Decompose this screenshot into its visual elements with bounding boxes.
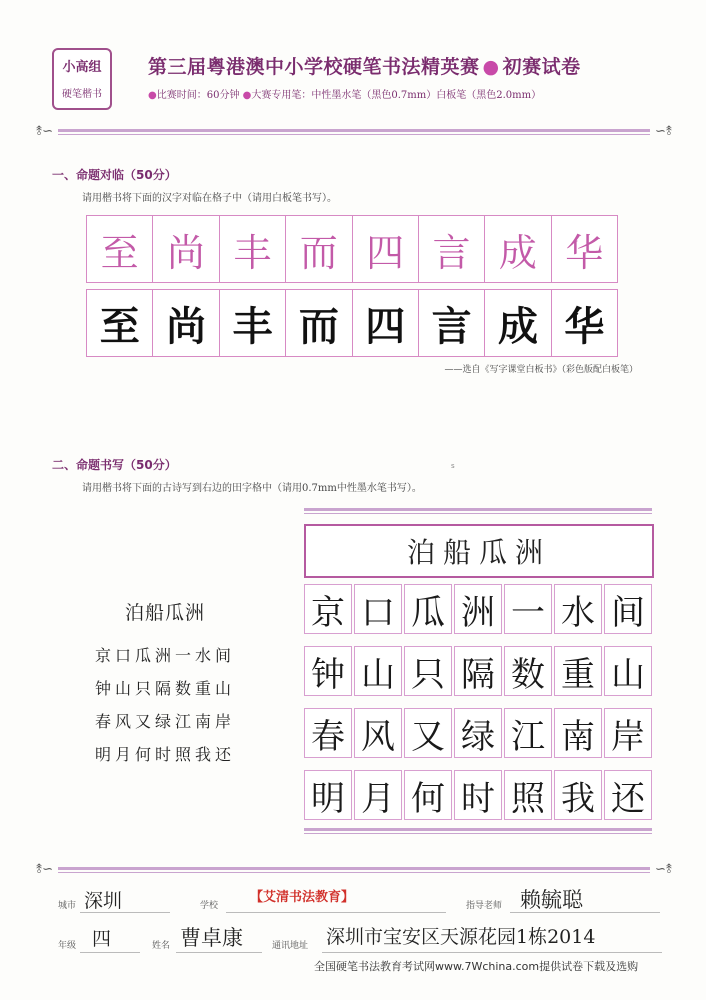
practice-cell: 岸 [604, 708, 652, 758]
city-underline [80, 912, 170, 913]
practice-cell: 我 [554, 770, 602, 820]
practice-cell: 还 [604, 770, 652, 820]
practice-cell: 南 [554, 708, 602, 758]
practice-cell: 钟 [304, 646, 352, 696]
bullet-icon: ● [482, 56, 500, 78]
address-value: 深圳市宝安区天源花园1栋2014 [326, 926, 596, 948]
written-char-grid [86, 289, 618, 357]
model-char: 成 [485, 216, 551, 282]
model-char: 华 [565, 230, 604, 275]
grid-bottom-border [304, 828, 652, 836]
written-char: 成 [485, 290, 551, 356]
practice-cell: 绿 [454, 708, 502, 758]
practice-cell: 隔 [454, 646, 502, 696]
practice-cell: 风 [354, 708, 402, 758]
city-value: 深圳 [84, 890, 123, 912]
practice-row [304, 770, 652, 822]
written-char: 华 [564, 302, 605, 350]
title-main: 第三届粤港澳中小学校硬笔书法精英赛 [148, 56, 480, 78]
address-underline [322, 952, 662, 953]
badge-type: 硬笔楷书 [62, 89, 102, 100]
scroll-ornament-icon: ∽⥉ [654, 862, 672, 877]
school-value: 【艾清书法教育】 [250, 890, 355, 905]
page-title [148, 52, 581, 79]
badge-group: 小高组 [62, 60, 102, 75]
divider-bottom [36, 862, 672, 877]
grid-top-border [304, 508, 652, 516]
practice-cell: 春 [304, 708, 352, 758]
source-note: ——选自《写字课堂白板书》（彩色版配白板笔） [444, 365, 638, 375]
written-char: 尚 [153, 290, 219, 356]
section1-instruction: 请用楷书将下面的汉字对临在格子中（请用白板笔书写）。 [82, 193, 337, 204]
scroll-ornament-icon: ⥉∽ [36, 124, 54, 139]
practice-cell: 只 [404, 646, 452, 696]
model-char: 至 [87, 216, 153, 282]
title-suffix: 初赛试卷 [502, 56, 581, 78]
poem-title: 泊船瓜洲 [124, 602, 205, 624]
practice-cell: 山 [604, 646, 652, 696]
practice-cell: 瓜 [404, 584, 452, 634]
model-char: 尚 [153, 216, 219, 282]
poem-model [60, 598, 270, 771]
model-char-grid [86, 215, 618, 283]
page-marker: s [451, 462, 455, 470]
written-char: 丰 [220, 290, 286, 356]
subtitle-pens: 大赛专用笔：中性墨水笔（黑色0.7mm）白板笔（黑色2.0mm） [251, 90, 542, 101]
footer-note: 全国硬笔书法教育考试网www.7Wchina.com提供试卷下载及选购 [314, 960, 639, 973]
poem-line: 春风又绿江南岸 [94, 712, 235, 731]
written-char: 言 [419, 290, 485, 356]
handwritten-title: 泊船瓜洲 [304, 524, 654, 578]
teacher-value: 赖毓聪 [520, 888, 583, 912]
subtitle [148, 86, 541, 101]
practice-row [304, 646, 652, 698]
model-char: 而 [286, 216, 352, 282]
model-char: 丰 [220, 216, 286, 282]
bullet-icon: ● [148, 90, 157, 101]
grade-label: 年级 [58, 941, 77, 951]
scroll-ornament-icon: ⥉∽ [36, 862, 54, 877]
poem-line: 京口瓜洲一水间 [94, 646, 235, 665]
practice-cell: 月 [354, 770, 402, 820]
bullet-icon: ● [242, 90, 252, 101]
group-badge [52, 48, 112, 110]
divider-top [36, 124, 672, 139]
practice-cell: 又 [404, 708, 452, 758]
teacher-label: 指导老师 [466, 901, 503, 911]
name-underline [176, 952, 262, 953]
practice-cell: 时 [454, 770, 502, 820]
practice-cell: 何 [404, 770, 452, 820]
practice-cell: 一 [504, 584, 552, 634]
address-label: 通讯地址 [272, 941, 309, 951]
section1-title: 一、命题对临（50分） [52, 168, 177, 182]
practice-cell: 重 [554, 646, 602, 696]
name-value: 曹卓康 [180, 926, 243, 950]
teacher-underline [510, 912, 660, 913]
name-label: 姓名 [152, 941, 171, 951]
practice-cell: 间 [604, 584, 652, 634]
scroll-ornament-icon: ∽⥉ [654, 124, 672, 139]
model-char: 四 [353, 216, 419, 282]
practice-cell: 水 [554, 584, 602, 634]
written-char: 四 [353, 290, 419, 356]
practice-cell: 江 [504, 708, 552, 758]
practice-cell: 数 [504, 646, 552, 696]
practice-cell: 京 [304, 584, 352, 634]
practice-cell: 明 [304, 770, 352, 820]
poem-line: 钟山只隔数重山 [94, 679, 235, 698]
practice-row [304, 584, 652, 636]
school-label: 学校 [200, 901, 219, 911]
written-char: 而 [286, 290, 352, 356]
subtitle-time: 比赛时间：60分钟 [156, 90, 240, 101]
practice-cell: 洲 [454, 584, 502, 634]
grade-value: 四 [92, 928, 112, 950]
practice-cell: 山 [354, 646, 402, 696]
grade-underline [80, 952, 140, 953]
section2-instruction: 请用楷书将下面的古诗写到右边的田字格中（请用0.7mm中性墨水笔书写）。 [82, 483, 422, 494]
school-underline [226, 912, 446, 913]
practice-cell: 照 [504, 770, 552, 820]
poem-line: 明月何时照我还 [94, 745, 235, 764]
city-label: 城市 [58, 901, 77, 911]
practice-cell: 口 [354, 584, 402, 634]
written-char: 至 [87, 290, 153, 356]
section2-title: 二、命题书写（50分） [52, 458, 177, 472]
practice-row [304, 708, 652, 760]
model-char: 言 [419, 216, 485, 282]
